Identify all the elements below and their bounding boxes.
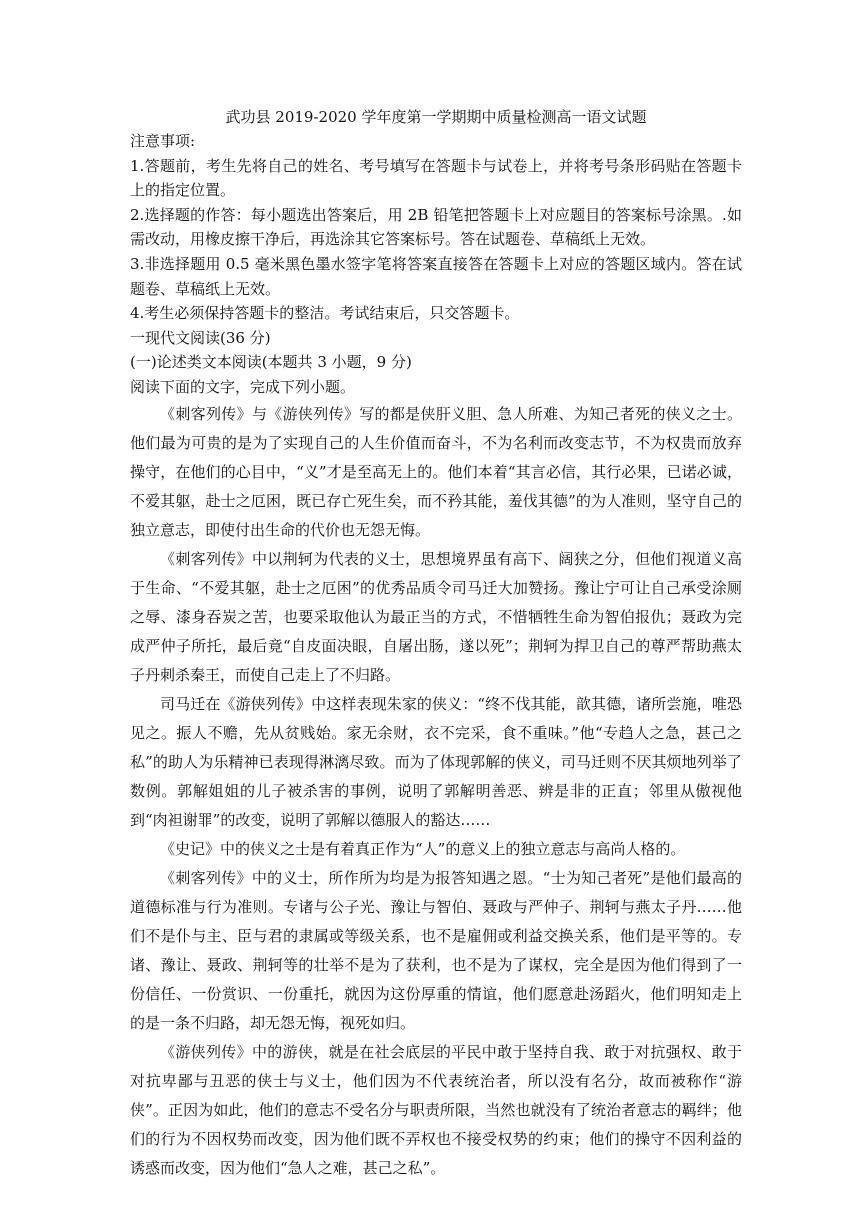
notice-item: 4.考生必须保持答题卡的整洁。考试结束后，只交答题卡。 (130, 304, 520, 323)
section-title: 一现代文阅读(36 分) (130, 328, 271, 347)
passage-paragraph: 《史记》中的侠义之士是有着真正作为“人”的意义上的独立意志与高尚人格的。 (160, 839, 686, 858)
passage-paragraph: 《游侠列传》中的游侠，就是在社会底层的平民中敢于坚持自我、敢于对抗强权、敢于对抗卑鄙与丑恶的侠士与义士，他们因为不代表统治者，所以没有名分，故而被称作“游侠”。正因为如此，他们的意志不受名分与职责所限，当然也就没有了统治者意志的羁绊；他们的行为不因权势而改变，因为他们既不弄权也不接受权势的约束；他们的操守不因利益的诱惑而改变，因为他们“急人之难，甚己之私”。 (130, 1042, 742, 1177)
passage-paragraph: 司马迁在《游侠列传》中这样表现朱家的侠义：“终不伐其能，歆其德，诸所尝施，唯恐见之。振人不赡，先从贫贱始。家无余财，衣不完采，食不重味。”他“专趋人之急，甚己之私”的助人为乐精神已表现得淋漓尽致。而为了体现郭解的侠义，司马迁则不厌其烦地列举了数例。郭解姐姐的儿子被杀害的事例，说明了郭解明善恶、辨是非的正直；邻里从傲视他到“肉袒谢罪”的改变，说明了郭解以德服人的豁达…… (130, 694, 742, 829)
reading-instruction: 阅读下面的文字，完成下列小题。 (130, 377, 356, 396)
passage-paragraph: 《刺客列传》中以荆轲为代表的义士，思想境界虽有高下、阔狭之分，但他们视道义高于生命、“不爱其躯，赴士之厄困”的优秀品质令司马迁大加赞扬。豫让宁可让自己承受涂厕之辱、漆身吞炭之苦，也要采取他认为最正当的方式，不惜牺牲生命为智伯报仇；聂政为完成严仲子所托，最后竟“自皮面决眼，自屠出肠，遂以死”；荆轲为捍卫自己的尊严帮助燕太子丹刺杀秦王，而使自己走上了不归路。 (130, 549, 742, 684)
notice-item: 3.非选择题用 0.5 毫米黑色墨水签字笔将答案直接答在答题卡上对应的答题区域内。答在试题卷、草稿纸上无效。 (130, 254, 742, 298)
passage-paragraph: 《刺客列传》中的义士，所作所为均是为报答知遇之恩。“士为知己者死”是他们最高的道德标准与行为准则。专诸与公子光、豫让与智伯、聂政与严仲子、荆轲与燕太子丹……他们不是仆与主、臣与君的隶属或等级关系，也不是雇佣或利益交换关系，他们是平等的。专诸、豫让、聂政、荆轲等的壮举不是为了获利，也不是为了谋权，完全是因为他们得到了一份信任、一份赏识、一份重托，就因为这份厚重的情谊，他们愿意赴汤蹈火，他们明知走上的是一条不归路，却无怨无悔，视死如归。 (130, 868, 742, 1032)
subsection-title: (一)论述类文本阅读(本题共 3 小题，9 分) (130, 353, 412, 372)
passage-paragraph: 《刺客列传》与《游侠列传》写的都是侠肝义胆、急人所难、为知己者死的侠义之士。他们最为可贵的是为了实现自己的人生价值而奋斗，不为名利而改变志节，不为权贵而放弃操守，在他们的心目中，“义”才是至高无上的。他们本着“其言必信，其行必果，已诺必诚，不爱其躯，赴士之厄困，既已存亡死生矣，而不矜其能，羞伐其德”的为人准则，坚守自己的独立意志，即使付出生命的代价也无怨无悔。 (130, 404, 742, 539)
notice-item: 1.答题前，考生先将自己的姓名、考号填写在答题卡与试卷上，并将考号条形码贴在答题卡上的指定位置。 (130, 156, 742, 200)
reading-passage (130, 400, 742, 1183)
page-title: 武功县 2019-2020 学年度第一学期期中质量检测高一语文试题 (225, 108, 647, 126)
notice-section (130, 129, 742, 326)
notice-heading: 注意事项: (130, 132, 196, 150)
notice-item: 2.选择题的作答：每小题选出答案后，用 2B 铅笔把答题卡上对应题目的答案标号涂黑。.如需改动，用橡皮擦干净后，再选涂其它答案标号。答在试题卷、草稿纸上无效。 (130, 205, 742, 249)
